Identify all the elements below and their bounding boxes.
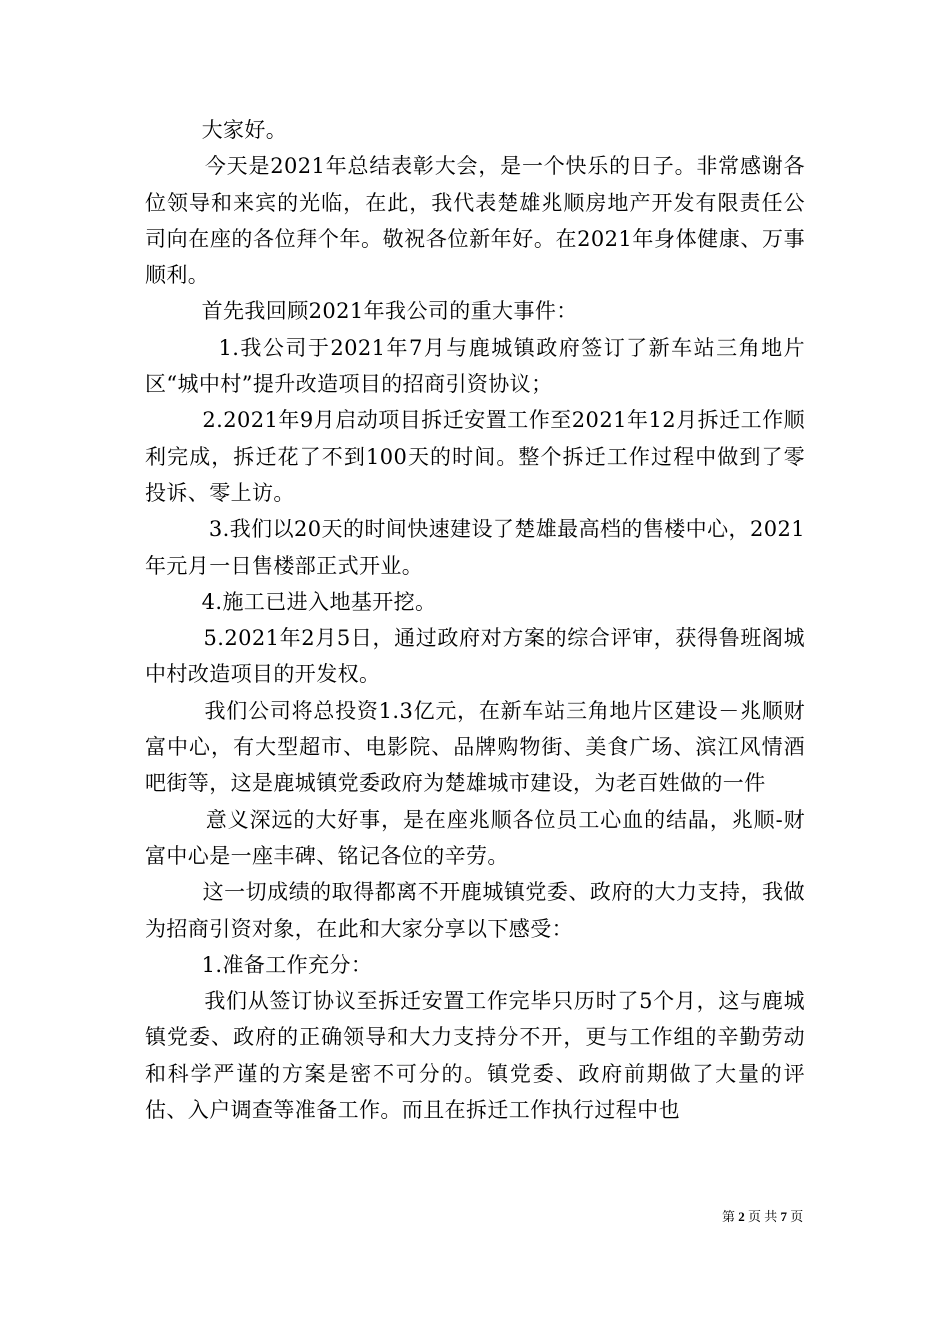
paragraph-event-1: 1.我公司于2021年7月与鹿城镇政府签订了新车站三角地片区“城中村”提升改造项目的招商引资协议； <box>145 335 805 397</box>
paragraph-investment: 我们公司将总投资1.3亿元，在新车站三角地片区建设－兆顺财富中心，有大型超市、电影院、品牌购物街、美食广场、滨江风情酒吧街等，这是鹿城镇党委政府为楚雄城市建设，为老百姓做的一件 <box>145 698 806 796</box>
footer-current-page: 2 <box>738 1209 745 1224</box>
paragraph-significance: 意义深远的大好事，是在座兆顺各位员工心血的结晶，兆顺-财富中心是一座丰碑、铭记各位的辛劳。 <box>145 807 806 868</box>
paragraph-point-1-body: 我们从签订协议至拆迁安置工作完毕只历时了5个月，这与鹿城镇党委、政府的正确领导和大力支持分不开，更与工作组的辛勤劳动和科学严谨的方案是密不可分的。镇党委、政府前期做了大量的评估、入户调查等准备工作。而且在拆迁工作执行过程中也 <box>145 989 805 1123</box>
footer-total-pages: 7 <box>780 1209 788 1224</box>
paragraph-event-5: 5.2021年2月5日，通过政府对方案的综合评审，获得鲁班阁城中村改造项目的开发权。 <box>145 626 805 687</box>
footer-prefix: 第 <box>722 1209 736 1224</box>
paragraph-greeting: 大家好。 <box>145 118 288 142</box>
paragraph-event-3: 3.我们以20天的时间快速建设了楚雄最高档的售楼中心，2021年元月一日售楼部正式开业。 <box>145 517 805 578</box>
paragraph-opening: 今天是2021年总结表彰大会，是一个快乐的日子。非常感谢各位领导和来宾的光临，在此，我代表楚雄兆顺房地产开发有限责任公司向在座的各位拜个年。敬祝各位新年好。在2021年身体健康、万事顺利。 <box>145 154 805 288</box>
page-footer <box>722 1206 803 1225</box>
paragraph-review-intro: 首先我回顾2021年我公司的重大事件： <box>145 299 578 324</box>
footer-suffix: 页 <box>790 1209 804 1224</box>
paragraph-event-4: 4.施工已进入地基开挖。 <box>145 589 437 614</box>
paragraph-event-2: 2.2021年9月启动项目拆迁安置工作至2021年12月拆迁工作顺利完成，拆迁花了不到100天的时间。整个拆迁工作过程中做到了零投诉、零上访。 <box>145 408 805 505</box>
document-body <box>145 112 805 1128</box>
paragraph-acknowledgement: 这一切成绩的取得都离不开鹿城镇党委、政府的大力支持，我做为招商引资对象，在此和大家分享以下感受： <box>145 880 805 941</box>
footer-mid: 页 共 <box>748 1209 778 1224</box>
paragraph-point-1-heading: 1.准备工作充分： <box>145 952 373 977</box>
